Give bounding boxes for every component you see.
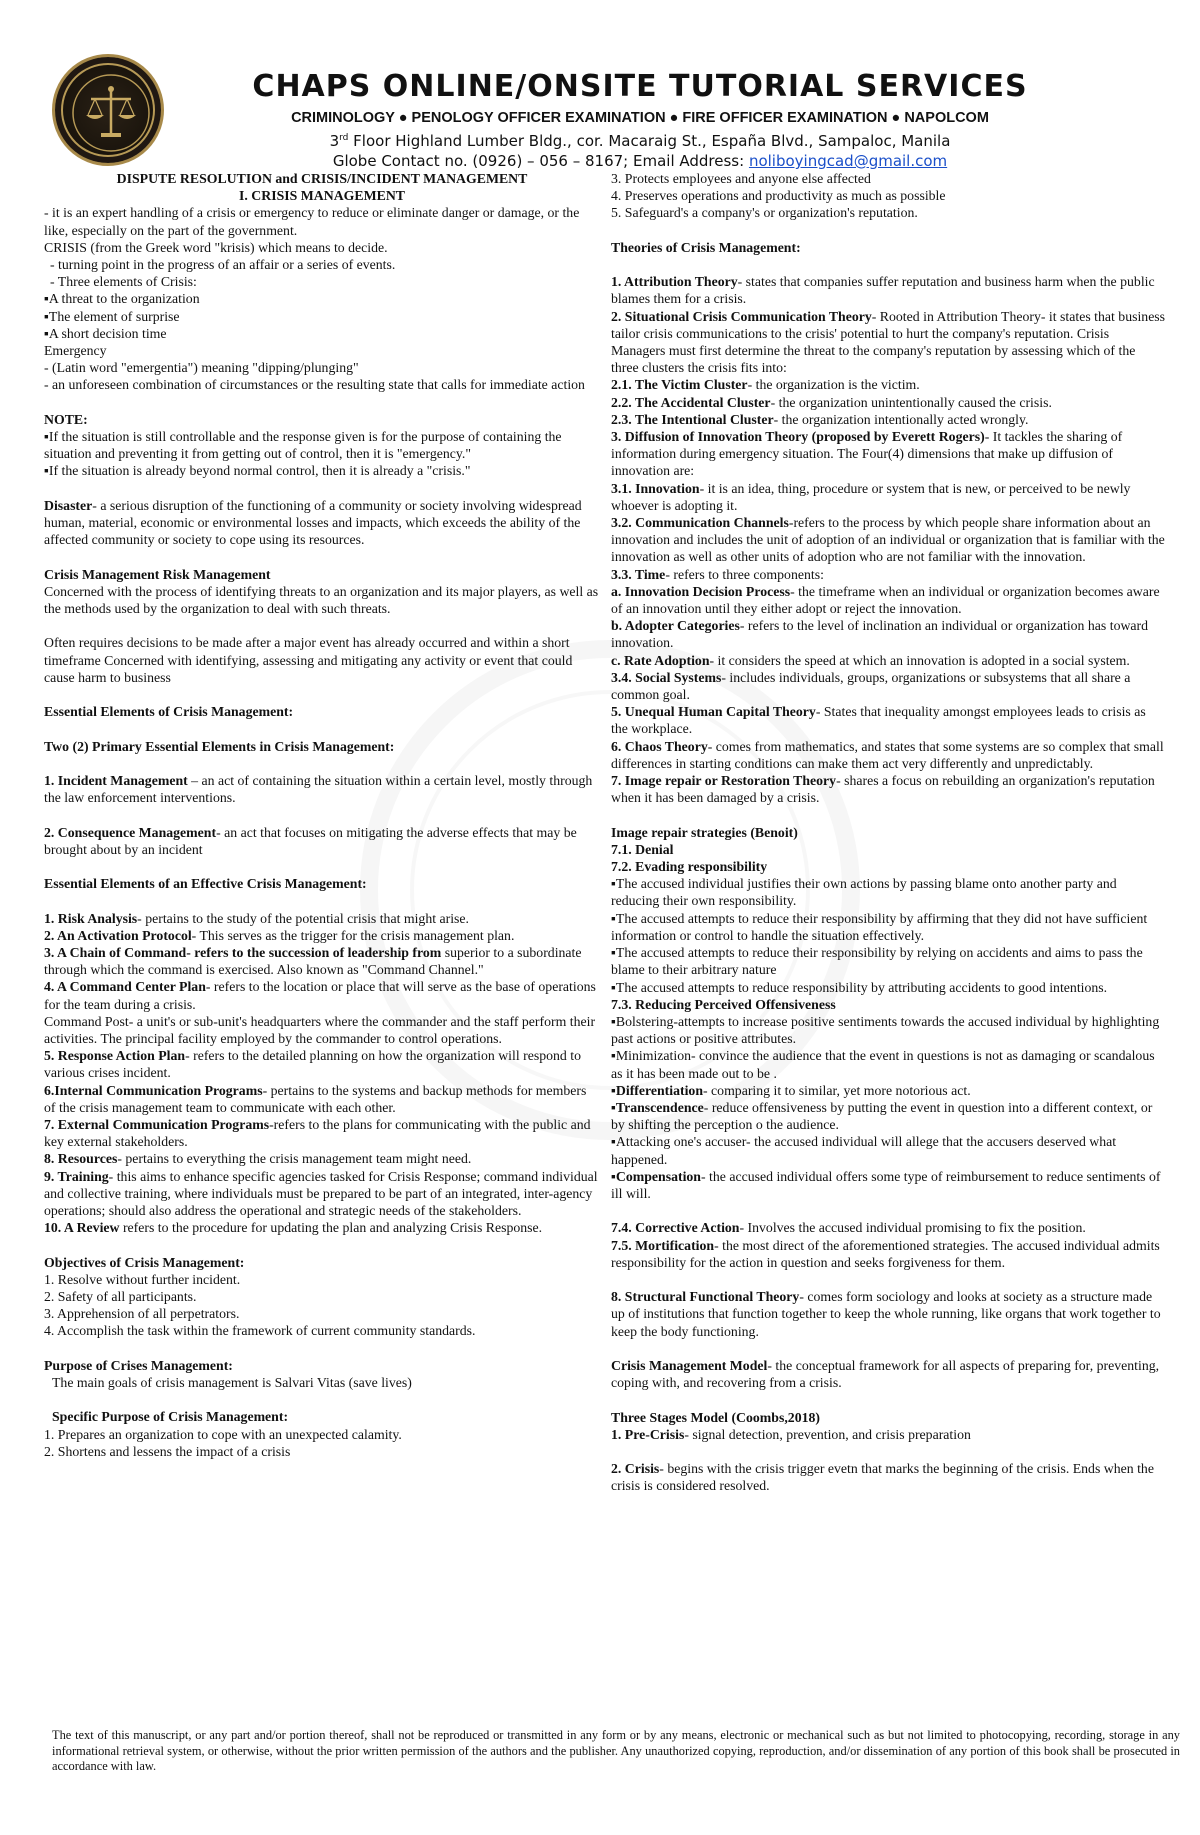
list-item: ▪The accused individual justifies their own actions by passing blame onto another party and reducing their own responsibility. [611,876,1117,909]
list-item: ▪A threat to the organization [44,291,200,307]
list-item: 4. A Command Center Plan- refers to the location or place that will serve as the base of operations for the team during a crisis. [44,979,596,1012]
list-item: 2. Safety of all participants. [44,1289,197,1305]
list-item: 7. External Communication Programs-refers to the plans for communicating with the public and key external stakeholders. [44,1117,591,1150]
list-item: ▪Transcendence- reduce offensiveness by putting the event in question into a different context, or by shifting the perception o the audience. [611,1099,1153,1133]
list-item: 3. Apprehension of all perpetrators. [44,1306,240,1322]
list-item: - an unforeseen combination of circumstances or the resulting state that calls for immediate action [44,377,585,393]
list-item: 2.2. The Accidental Cluster- the organization unintentionally caused the crisis. [611,394,1052,410]
list-item: 2. Consequence Management- an act that focuses on mitigating the adverse effects that may be brought about by an incident [44,824,577,857]
subsection-title: Two (2) Primary Essential Elements in Crisis Management: [44,738,395,754]
list-item: 7.2. Evading responsibility [611,859,768,875]
subsection-title: Three Stages Model (Coombs,2018) [611,1409,820,1425]
contact-line: Globe Contact no. (0926) – 056 – 8167; Email Address: noliboyingcad@gmail.com [332,152,948,170]
list-item: 8. Resources- pertains to everything the crisis management team might need. [44,1151,472,1167]
paragraph: Concerned with the process of identifying threats to an organization and its major players, as well as the methods used by the organization to deal with such threats. [44,583,599,617]
list-item: ▪Compensation- the accused individual offers some type of reimbursement to reduce sentiments of ill will. [611,1168,1161,1201]
list-item: 7.5. Mortification- the most direct of the aforementioned strategies. The accused individual admits responsibility for the action in question and seeks forgiveness for them. [611,1237,1160,1270]
list-item: 1. Resolve without further incident. [44,1271,241,1287]
subsection-title: Essential Elements of an Effective Crisis Management: [44,876,367,892]
list-item: 7. Image repair or Restoration Theory- shares a focus on rebuilding an organization's reputation when it has been damaged by a crisis. [611,773,1155,806]
list-item: 10. A Review refers to the procedure for updating the plan and analyzing Crisis Response. [44,1220,543,1236]
list-item: 2. Crisis- begins with the crisis trigger evetn that marks the beginning of the crisis. Ends when the crisis is considered resolved. [611,1461,1154,1494]
document-header [170,68,1110,171]
list-item: 4. Preserves operations and productivity as much as possible [611,188,946,204]
list-item: 1. Prepares an organization to cope with an unexpected calamity. [44,1426,402,1442]
list-item: 5. Response Action Plan- refers to the detailed planning on how the organization will respond to various crises incident. [44,1048,581,1081]
list-item: 3. Protects employees and anyone else affected [611,171,871,186]
list-item: ▪The element of surprise [44,308,180,324]
organization-title: CHAPS ONLINE/ONSITE TUTORIAL SERVICES [252,69,1028,104]
list-item: 8. Structural Functional Theory- comes form sociology and looks at society as a structure made up of institutions that function together to keep the whole running, like organs that work together to keep the body functioning. [611,1289,1161,1339]
exam-list-subtitle: CRIMINOLOGY ● PENOLOGY OFFICER EXAMINATION ● FIRE OFFICER EXAMINATION ● NAPOLCOM [291,110,989,126]
paragraph: Crisis Management Model- the conceptual framework for all aspects of preparing for, preventing, coping with, and recovering from a crisis. [611,1357,1160,1391]
list-item: 6.Internal Communication Programs- pertains to the systems and backup methods for members of the crisis management team to communicate with each other. [44,1082,587,1115]
scales-of-justice-seal-icon [55,57,167,169]
list-item: ▪The accused attempts to reduce their responsibility by affirming that they did not have sufficient information or control to handle the situation effectively. [611,910,1148,943]
copyright-footer: The text of this manuscript, or any part and/or portion thereof, shall not be reproduced or transmitted in any form or by any means, electronic or mechanical such as but not limited to photocopying, recording, storage in any informational retrieval system, or otherwise, without the prior written permission of the authors and the publisher. Any unauthorized copying, reproduction, and/or dissemination of any portion of this book shall be prosecuted in accordance with law. [52,1728,1180,1774]
list-item: 6. Chaos Theory- comes from mathematics, and states that some systems are so complex that small differences in starting conditions can make them act very differently and unpredictably. [611,738,1164,771]
list-item: 3.2. Communication Channels-refers to the process by which people share information about an innovation and includes the unit of adoption of an individual or organization that is familiar with the innovation as well as other units of adoption who are not familiar with the innovation. [611,515,1165,565]
list-item: 2.3. The Intentional Cluster- the organization intentionally acted wrongly. [611,411,1029,427]
list-item: 7.4. Corrective Action- Involves the accused individual promising to fix the position. [611,1220,1086,1236]
paragraph: Command Post- a unit's or sub-unit's headquarters where the commander and the staff perform their activities. The principal facility employed by the commander to control operations. [44,1013,596,1046]
list-item: ▪Bolstering-attempts to increase positive sentiments towards the accused individual by highlighting past actions or positive attributes. [611,1013,1160,1047]
list-item: 1. Pre-Crisis- signal detection, prevention, and crisis preparation [611,1426,971,1442]
list-item: 2. Shortens and lessens the impact of a crisis [44,1443,291,1459]
paragraph: Often requires decisions to be made after a major event has already occurred and within a short timeframe Concerned with identifying, assessing and mitigating any activity or event that could cause harm to business [44,635,573,685]
list-item: 7.3. Reducing Perceived Offensiveness [611,996,836,1012]
list-item: 3.1. Innovation- it is an idea, thing, procedure or system that is new, or perceived to be newly whoever is adopting it. [611,480,1131,513]
list-item: 3.4. Social Systems- includes individuals, groups, organizations or subsystems that all share a common goal. [611,669,1131,703]
left-column [44,170,600,1460]
subsection-title: Specific Purpose of Crisis Management: [52,1409,289,1425]
paragraph: The main goals of crisis management is Salvari Vitas (save lives) [52,1375,412,1391]
list-item: 9. Training- this aims to enhance specific agencies tasked for Crisis Response; command individual and collective training, where individuals must be prepared to be part of an integrated, inter-agency operations; should also address the operational and strategic needs of the stakeholders. [44,1168,598,1219]
list-item: 3. Diffusion of Innovation Theory (proposed by Everett Rogers)- It tackles the sharing of information during emergency situation. The Four(4) dimensions that make up diffusion of innovation are: [611,429,1123,479]
list-item: 1. Risk Analysis- pertains to the study of the potential crisis that might arise. [44,910,469,926]
list-item: c. Rate Adoption- it considers the speed at which an innovation is adopted in a social system. [611,652,1130,668]
list-item: - Three elements of Crisis: [50,274,197,290]
address-line: 3rd Floor Highland Lumber Bldg., cor. Macaraig St., España Blvd., Sampaloc, Manila [329,132,951,150]
list-item: 2. An Activation Protocol- This serves as the trigger for the crisis management plan. [44,927,515,943]
list-item: ▪The accused attempts to reduce responsibility by attributing accidents to good intentions. [611,979,1108,995]
subsection-title: Crisis Management Risk Management [44,566,271,582]
list-item: 3. A Chain of Command- refers to the succession of leadership from superior to a subordinate through which the command is exercised. Also known as "Command Channel." [44,944,582,978]
paragraph: Disaster- a serious disruption of the functioning of a community or society involving widespread human, material, economic or environmental losses and impacts, which exceeds the ability of the affected community or society to cope using its resources. [44,497,582,548]
list-item: - turning point in the progress of an affair or a series of events. [50,257,396,273]
subsection-title: Purpose of Crises Management: [44,1357,233,1373]
paragraph: - it is an expert handling of a crisis or emergency to reduce or eliminate danger or damage, or the like, especially on the part of the government. [44,205,580,238]
subsection-title: Essential Elements of Crisis Management: [44,704,294,720]
list-item: 1. Incident Management – an act of containing the situation within a certain level, mostly through the law enforcement interventions. [44,773,593,806]
subsection-title: Image repair strategies (Benoit) [611,824,798,840]
paragraph: Emergency [44,343,107,359]
list-item: 7.1. Denial [611,841,674,857]
list-item: 2. Situational Crisis Communication Theory- Rooted in Attribution Theory- it states that business tailor crisis communications to the crisis' potential to hurt the company's reputation. Crisis Managers must first determine the threat to the company's reputation by assessing which of the three clusters the crisis fits into: [611,308,1166,376]
list-item: ▪Differentiation- comparing it to similar, yet more notorious act. [611,1082,971,1098]
list-item: 3.3. Time- refers to three components: [611,566,824,582]
paragraph: CRISIS (from the Greek word "krisis) which means to decide. [44,239,388,255]
list-item: 4. Accomplish the task within the framework of current community standards. [44,1323,476,1339]
section-subheading: I. CRISIS MANAGEMENT [239,188,405,204]
subsection-title: Theories of Crisis Management: [611,239,801,255]
list-item: ▪If the situation is already beyond normal control, then it is already a "crisis." [44,463,471,479]
subsection-title: Objectives of Crisis Management: [44,1254,245,1270]
email-link[interactable]: noliboyingcad@gmail.com [748,152,948,170]
note-title: NOTE: [44,411,88,427]
list-item: ▪Minimization- convince the audience that the event in questions is not as damaging or scandalous as it has been made out to be . [611,1048,1155,1081]
section-heading: DISPUTE RESOLUTION and CRISIS/INCIDENT MANAGEMENT [116,171,528,186]
list-item: 5. Safeguard's a company's or organization's reputation. [611,205,918,221]
right-column [611,170,1166,1495]
list-item: ▪A short decision time [44,325,167,341]
list-item: 5. Unequal Human Capital Theory- States that inequality amongst employees leads to crisis as the workplace. [611,704,1146,737]
list-item: - (Latin word "emergentia") meaning "dipping/plunging" [44,360,359,376]
list-item: ▪The accused attempts to reduce their responsibility by relying on accidents and aims to pass the blame to their arbitrary nature [611,945,1143,978]
list-item: ▪If the situation is still controllable and the response given is for the purpose of containing the situation and preventing it from getting out of control, then it is "emergency." [44,429,562,462]
list-item: a. Innovation Decision Process- the timeframe when an individual or organization becomes aware of an innovation until they either adopt or reject the innovation. [611,583,1160,617]
list-item: 1. Attribution Theory- states that companies suffer reputation and business harm when the public blames them for a crisis. [611,274,1155,307]
list-item: ▪Attacking one's accuser- the accused individual will allege that the accusers deserved what happened. [611,1134,1117,1167]
list-item: b. Adopter Categories- refers to the level of inclination an individual or organization has toward innovation. [611,618,1149,651]
organization-seal-logo [52,54,164,166]
list-item: 2.1. The Victim Cluster- the organization is the victim. [611,377,920,393]
